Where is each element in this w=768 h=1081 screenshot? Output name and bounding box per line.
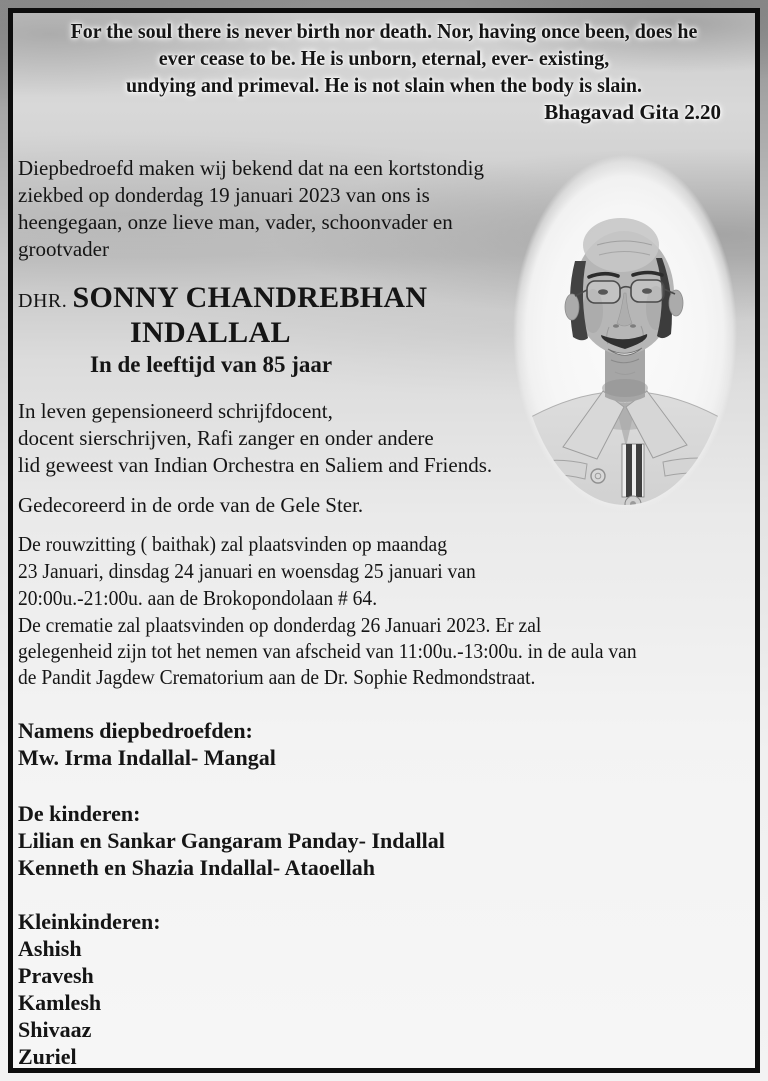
grandchild-name: Pravesh [18, 963, 94, 988]
biography [18, 398, 492, 479]
card-background [13, 13, 755, 1068]
cremation-line: de Pandit Jagdew Crematorium aan de Dr. Sophie Redmondstraat. [18, 665, 536, 689]
widow-name: Mw. Irma Indallal- Mangal [18, 745, 276, 770]
grandchildren-block [18, 908, 161, 1070]
on-behalf-heading: Namens diepbedroefden: [18, 718, 253, 743]
announcement-line: heengegaan, onze lieve man, vader, schoonvader en [18, 210, 453, 234]
scripture-quote [13, 18, 755, 126]
grandchild-name: Shivaaz [18, 1017, 92, 1042]
cremation-details [18, 612, 683, 690]
on-behalf-block [18, 717, 276, 771]
medal-ribbon [622, 444, 644, 512]
deceased-portrait-photo [505, 145, 745, 525]
death-announcement [18, 155, 484, 263]
child-name: Lilian en Sankar Gangaram Panday- Indallal [18, 828, 445, 853]
wake-line: De rouwzitting ( baithak) zal plaatsvinden op maandag [18, 532, 447, 556]
announcement-line: ziekbed op donderdag 19 januari 2023 van ons is [18, 183, 430, 207]
announcement-line: grootvader [18, 237, 109, 261]
quote-line: For the soul there is never birth nor death. Nor, having once been, does he [70, 19, 698, 43]
deceased-name-block [18, 281, 427, 380]
wake-details [18, 531, 510, 612]
biography-line: In leven gepensioneerd schrijfdocent, [18, 399, 333, 423]
deceased-first-names: SONNY CHANDREBHAN [72, 281, 428, 314]
child-name: Kenneth en Shazia Indallal- Ataoellah [18, 855, 375, 880]
wake-line: 20:00u.-21:00u. aan de Brokopondolaan # 64. [18, 586, 378, 610]
decoration-note: Gedecoreerd in de orde van de Gele Ster. [18, 493, 364, 517]
biography-line: docent sierschrijven, Rafi zanger en onder andere [18, 426, 434, 450]
announcement-line: Diepbedroefd maken wij bekend dat na een kortstondig [18, 156, 484, 180]
grandchild-name: Ashish [18, 936, 82, 961]
card-frame [8, 8, 760, 1073]
deceased-surname: INDALLAL [130, 316, 291, 349]
cremation-line: gelegenheid zijn tot het nemen van afscheid van 11:00u.-13:00u. in de aula van [18, 639, 637, 663]
biography-line: lid geweest van Indian Orchestra en Saliem and Friends. [18, 453, 493, 477]
deceased-title: DHR. [18, 290, 68, 312]
grandchildren-heading: Kleinkinderen: [18, 909, 161, 934]
wake-line: 23 Januari, dinsdag 24 januari en woensdag 25 januari van [18, 559, 476, 583]
children-block [18, 800, 445, 881]
quote-line: ever cease to be. He is unborn, eternal, ever- existing, [158, 46, 610, 70]
quote-line: undying and primeval. He is not slain when the body is slain. [125, 73, 643, 97]
grandchild-name: Zuriel [18, 1044, 77, 1069]
quote-attribution: Bhagavad Gita 2.20 [544, 100, 721, 124]
cremation-line: De crematie zal plaatsvinden op donderdag 26 Januari 2023. Er zal [18, 613, 542, 637]
grandchild-name: Kamlesh [18, 990, 102, 1015]
deceased-age: In de leeftijd van 85 jaar [90, 352, 333, 377]
children-heading: De kinderen: [18, 801, 141, 826]
